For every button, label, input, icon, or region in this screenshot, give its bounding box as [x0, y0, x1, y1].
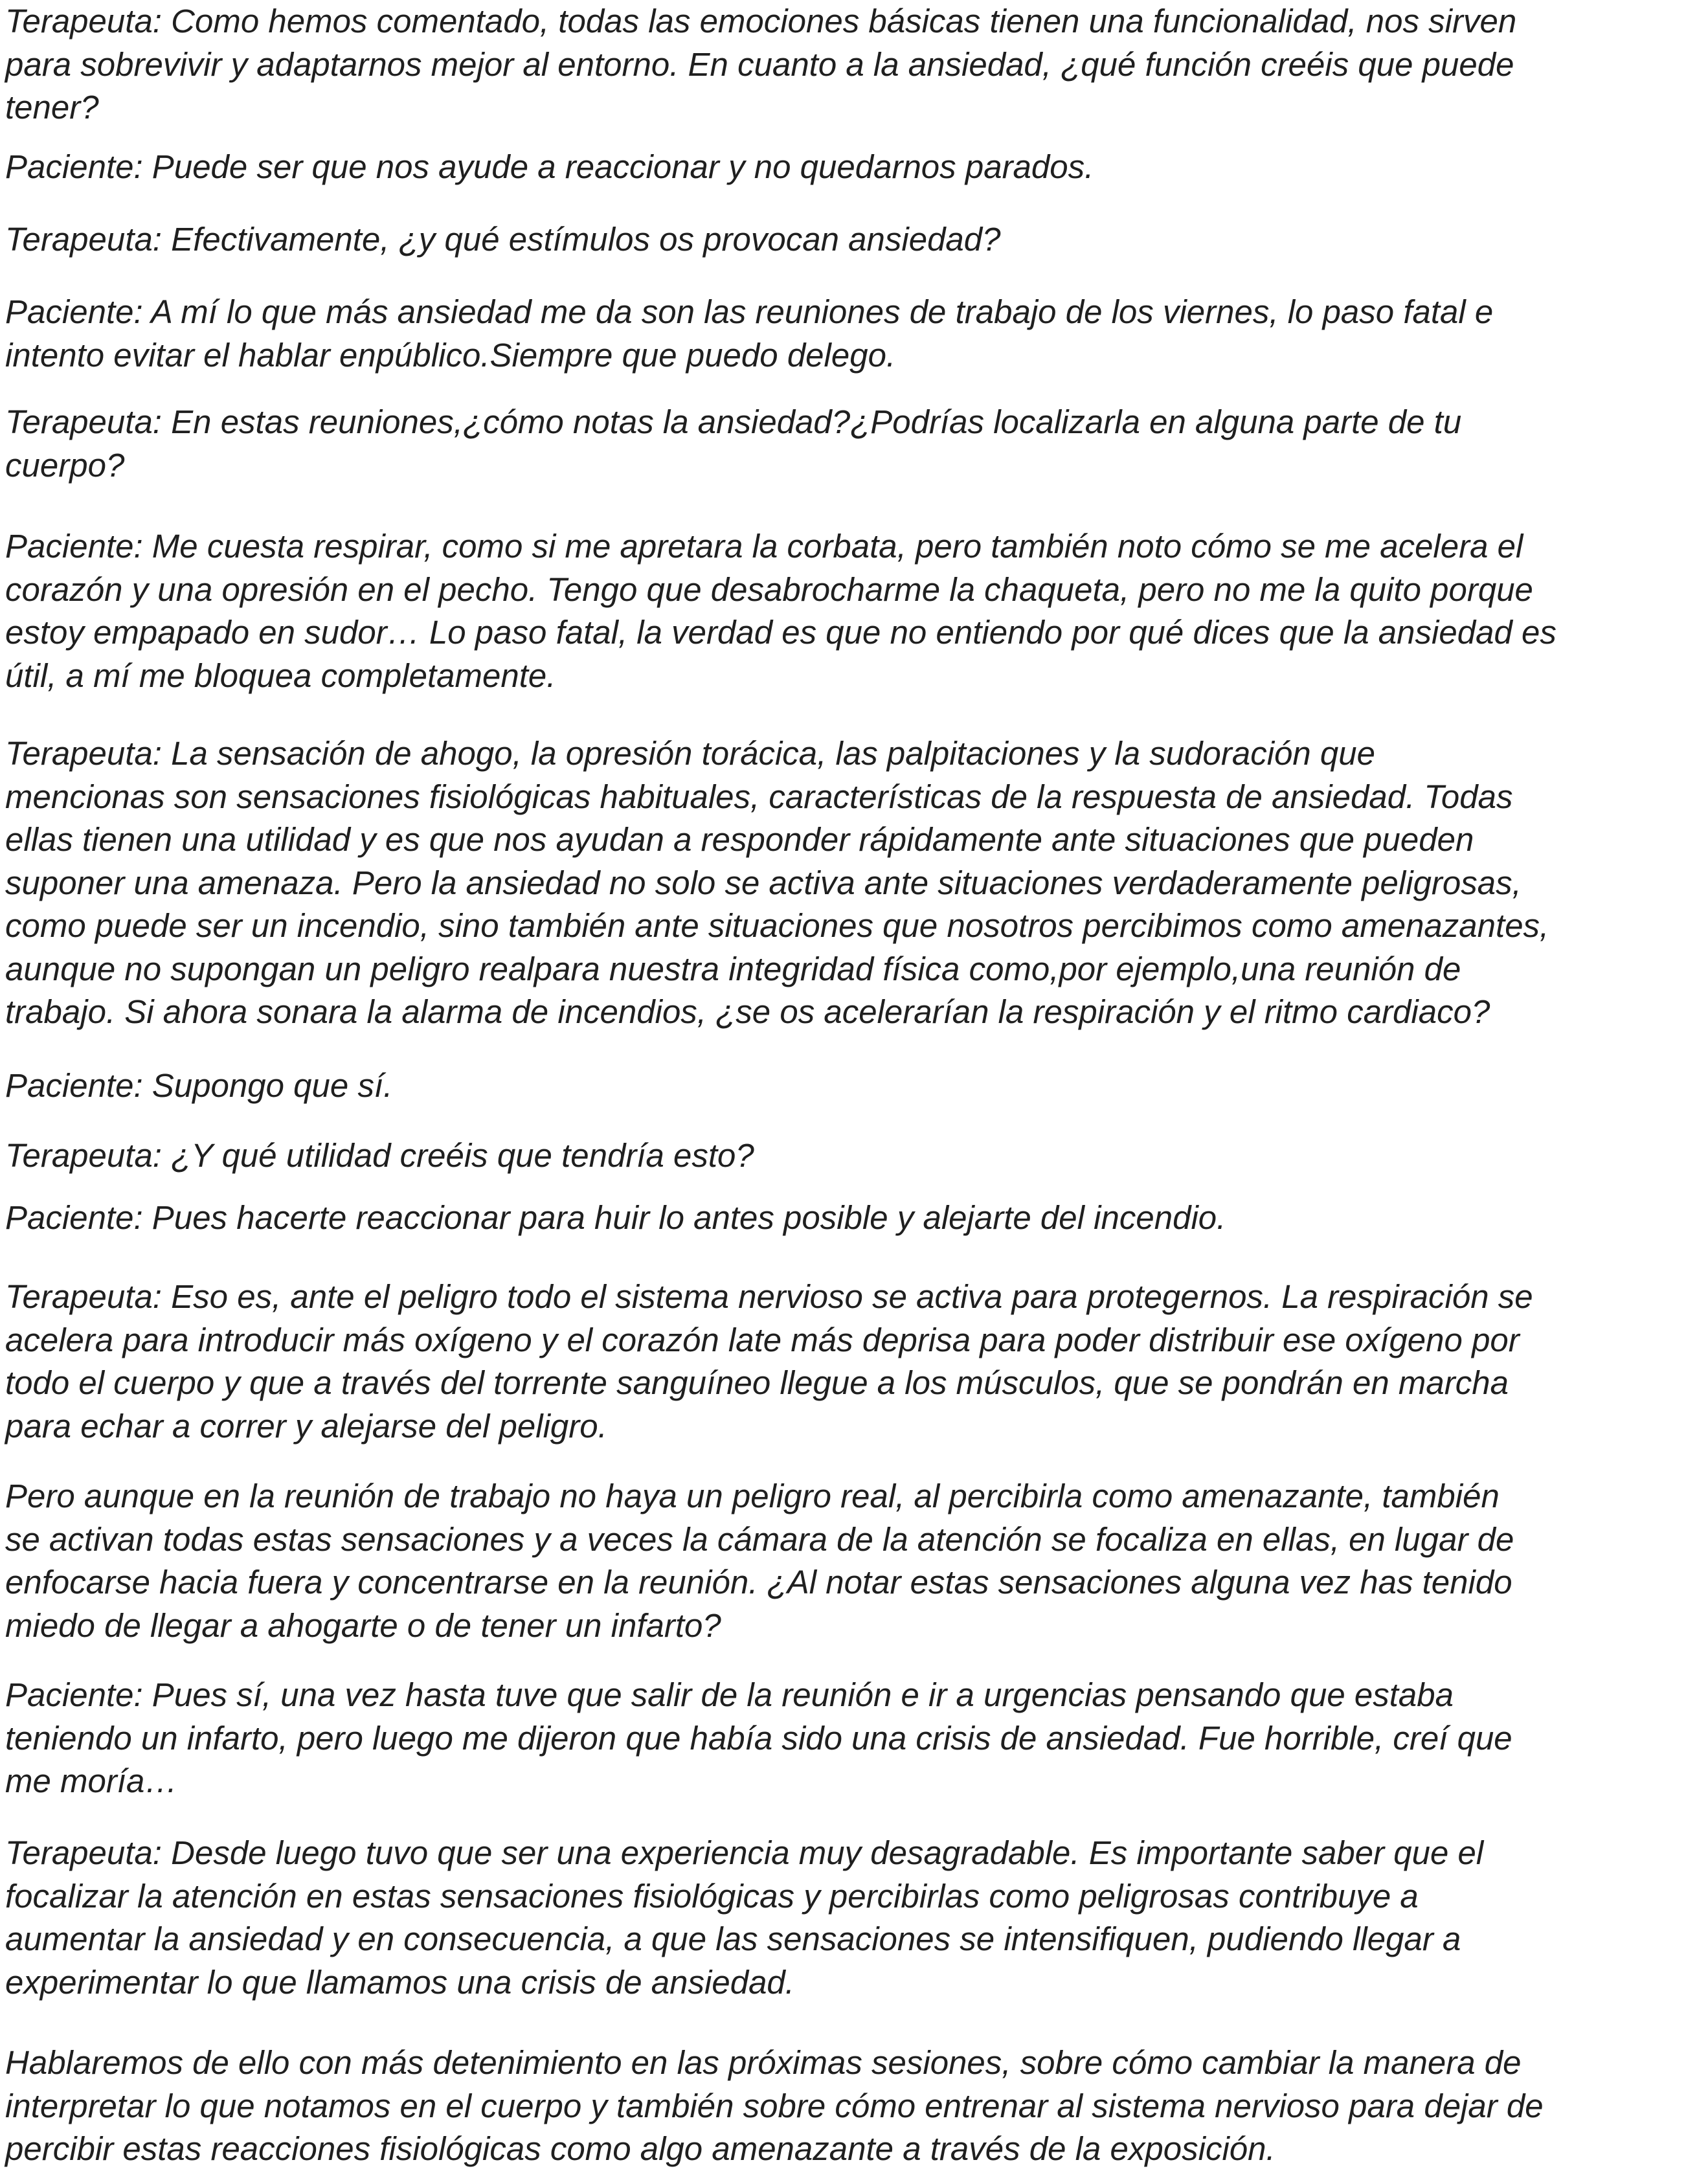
- paragraph-patient: Paciente: Puede ser que nos ayude a reaccionar y no quedarnos parados.: [5, 148, 1094, 185]
- paragraph-therapist: Terapeuta: ¿Y qué utilidad creéis que tendría esto?: [5, 1137, 754, 1174]
- paragraph-patient: Paciente: Supongo que sí.: [5, 1067, 393, 1104]
- paragraph-closing: Hablaremos de ello con más detenimiento en las próximas sesiones, sobre cómo cambiar la manera de interpretar lo que notamos en el cuerpo y también sobre cómo entrenar al sistema nervioso para dejar de percibir estas reacciones fisiológicas como algo amenazante a través de la exposición.: [5, 2044, 1544, 2167]
- paragraph-therapist: Terapeuta: En estas reuniones,¿cómo notas la ansiedad?¿Podrías localizarla en alguna parte de tu cuerpo?: [5, 403, 1462, 484]
- paragraph-patient: Paciente: Pues hacerte reaccionar para huir lo antes posible y alejarte del incendio.: [5, 1199, 1226, 1236]
- paragraph-therapist: Terapeuta: Efectivamente, ¿y qué estímulos os provocan ansiedad?: [5, 221, 1001, 258]
- paragraph-therapist: Terapeuta: La sensación de ahogo, la opresión torácica, las palpitaciones y la sudoración que mencionas son sensaciones fisiológicas habituales, características de la respuesta de ansiedad. Todas ellas tienen una utilidad y es que nos ayudan a responder rápidamente ante situaciones que pueden suponer una amenaza. Pero la ansiedad no solo se activa ante situaciones verdaderamente peligrosas, como puede ser un incendio, sino también ante situaciones que nosotros percibimos como amenazantes, aunque no supongan un peligro realpara nuestra integridad física como,por ejemplo,una reunión de trabajo. Si ahora sonara la alarma de incendios, ¿se os acelerarían la respiración y el ritmo cardiaco?: [5, 735, 1549, 1030]
- paragraph-patient: Paciente: A mí lo que más ansiedad me da son las reuniones de trabajo de los viernes, lo paso fatal e intento evitar el hablar enpúblico.Siempre que puedo delego.: [5, 293, 1494, 374]
- paragraph-patient: Paciente: Pues sí, una vez hasta tuve que salir de la reunión e ir a urgencias pensando que estaba teniendo un infarto, pero luego me dijeron que había sido una crisis de ansiedad. Fue horrible, creí que me moría…: [5, 1676, 1512, 1799]
- paragraph-therapist: Terapeuta: Desde luego tuvo que ser una experiencia muy desagradable. Es importante saber que el focalizar la atención en estas sensaciones fisiológicas y percibirlas como peligrosas contribuye a aumentar la ansiedad y en consecuencia, a que las sensaciones se intensifiquen, pudiendo llegar a experimentar lo que llamamos una crisis de ansiedad.: [5, 1834, 1484, 2001]
- paragraph-patient: Paciente: Me cuesta respirar, como si me apretara la corbata, pero también noto cómo se me acelera el corazón y una opresión en el pecho. Tengo que desabrocharme la chaqueta, pero no me la quito porque estoy empapado en sudor… Lo paso fatal, la verdad es que no entiendo por qué dices que la ansiedad es útil, a mí me bloquea completamente.: [5, 528, 1556, 694]
- paragraph-therapist: Terapeuta: Eso es, ante el peligro todo el sistema nervioso se activa para protegernos. La respiración se acelera para introducir más oxígeno y el corazón late más deprisa para poder distribuir ese oxígeno por todo el cuerpo y que a través del torrente sanguíneo llegue a los músculos, que se pondrán en marcha para echar a correr y alejarse del peligro.: [5, 1278, 1533, 1445]
- paragraph-therapist: Terapeuta: Como hemos comentado, todas las emociones básicas tienen una funcionalidad, nos sirven para sobrevivir y adaptarnos mejor al entorno. En cuanto a la ansiedad, ¿qué función creéis que puede tener?: [5, 3, 1517, 126]
- paragraph-continuation: Pero aunque en la reunión de trabajo no haya un peligro real, al percibirla como amenazante, también se activan todas estas sensaciones y a veces la cámara de la atención se focaliza en ellas, en lugar de enfocarse hacia fuera y concentrarse en la reunión. ¿Al notar estas sensaciones alguna vez has tenido miedo de llegar a ahogarte o de tener un infarto?: [5, 1478, 1514, 1644]
